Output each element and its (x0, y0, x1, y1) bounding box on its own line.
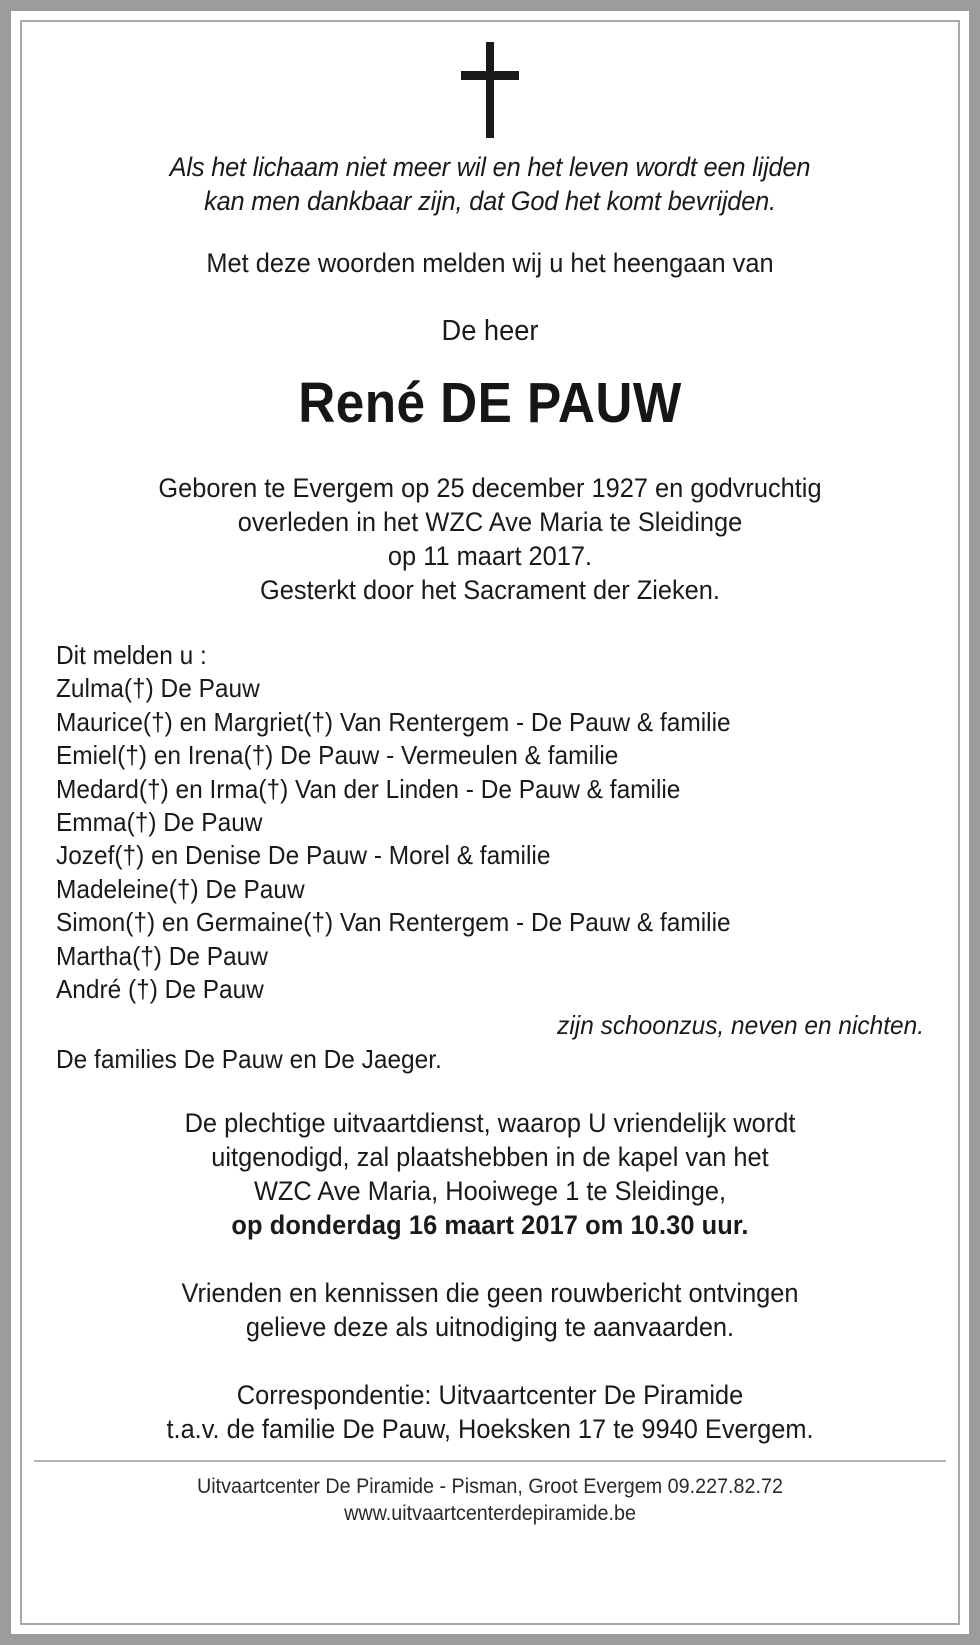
deceased-name: René DE PAUW (298, 371, 682, 435)
service-datetime: op donderdag 16 maart 2017 om 10.30 uur. (231, 1210, 749, 1241)
quote-line-1: Als het lichaam niet meer wil en het leven wordt een lijden (169, 152, 811, 182)
family-member: Emma(†) De Pauw (56, 807, 263, 838)
correspondence-line-1: Correspondentie: Uitvaartcenter De Piramide (236, 1380, 744, 1411)
vitals-line-3: op 11 maart 2017. (387, 541, 593, 571)
family-member: Medard(†) en Irma(†) Van der Linden - De Pauw & familie (56, 773, 681, 804)
quote-line-2: kan men dankbaar zijn, dat God het komt bevrijden. (204, 186, 776, 216)
family-member: Jozef(†) en Denise De Pauw - Morel & familie (56, 840, 551, 871)
family-list (56, 639, 924, 1006)
vitals-line-2: overleden in het WZC Ave Maria te Sleidinge (237, 507, 743, 537)
correspondence-block (82, 1378, 898, 1446)
announcement-intro: Met deze woorden melden wij u het heengaan van (206, 248, 774, 278)
family-member: Madeleine(†) De Pauw (56, 873, 305, 904)
invitation-line-2: gelieve deze als uitnodiging te aanvaarden. (245, 1312, 735, 1343)
family-list-heading: Dit melden u : (56, 640, 207, 670)
family-member: Maurice(†) en Margriet(†) Van Rentergem - De Pauw & familie (56, 706, 731, 737)
families-line: De families De Pauw en De Jaeger. (56, 1044, 442, 1075)
invitation-note (82, 1276, 898, 1344)
vitals-line-1: Geboren te Evergem op 25 december 1927 en godvruchtig (158, 473, 822, 503)
correspondence-line-2: t.a.v. de familie De Pauw, Hoeksken 17 te 9940 Evergem. (166, 1414, 814, 1445)
cross-horizontal-bar (461, 71, 519, 80)
service-line-3: WZC Ave Maria, Hooiwege 1 te Sleidinge, (253, 1176, 727, 1207)
honorific-label: De heer (441, 315, 539, 347)
vitals-line-4: Gesterkt door het Sacrament der Zieken. (260, 575, 720, 605)
footer-divider (34, 1460, 946, 1462)
service-line-1: De plechtige uitvaartdienst, waarop U vriendelijk wordt (184, 1108, 796, 1139)
service-details (82, 1106, 898, 1242)
cross-vertical-bar (486, 42, 494, 138)
family-member: Simon(†) en Germaine(†) Van Rentergem - De Pauw & familie (56, 907, 731, 938)
vitals-block (82, 471, 898, 607)
relatives-note: zijn schoonzus, neven en nichten. (557, 1010, 924, 1041)
cross-header (56, 22, 924, 140)
memorial-quote (82, 150, 898, 218)
footer-line-1: Uitvaartcenter De Piramide - Pisman, Groot Evergem 09.227.82.72 (197, 1475, 783, 1499)
family-member: Martha(†) De Pauw (56, 940, 268, 971)
funeral-home-footer (82, 1473, 898, 1527)
family-member: Zulma(†) De Pauw (56, 673, 260, 704)
footer-website[interactable]: www.uitvaartcenterdepiramide.be (344, 1502, 636, 1526)
latin-cross-icon (461, 42, 519, 138)
service-line-2: uitgenodigd, zal plaatshebben in de kapel van het (211, 1142, 769, 1173)
family-member: Emiel(†) en Irena(†) De Pauw - Vermeulen & familie (56, 740, 619, 771)
invitation-line-1: Vrienden en kennissen die geen rouwbericht ontvingen (181, 1278, 799, 1309)
notice-inner-frame (20, 20, 960, 1625)
family-member: André (†) De Pauw (56, 974, 264, 1005)
